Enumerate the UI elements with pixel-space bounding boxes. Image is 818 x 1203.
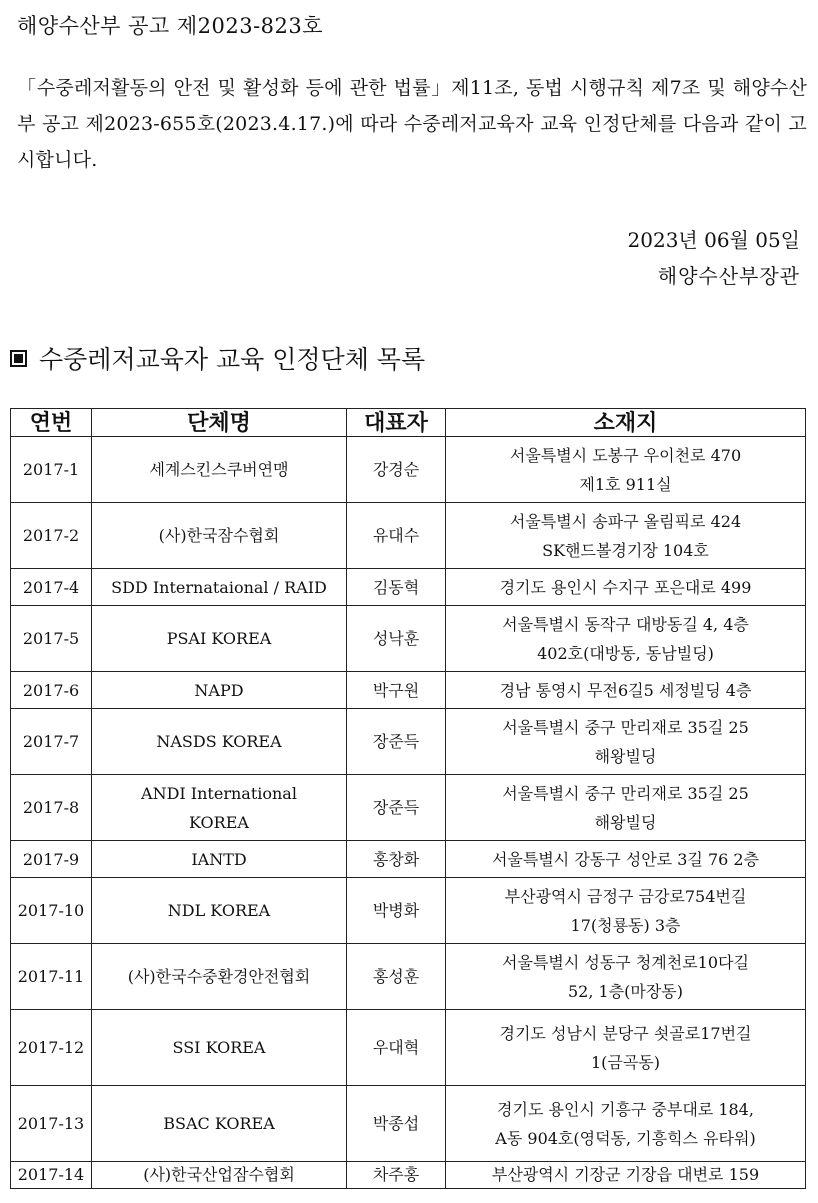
cell-no: 2017-4 (11, 569, 92, 606)
cell-address (446, 775, 806, 841)
address-line: SK핸드볼경기장 104호 (542, 540, 709, 560)
section-title (10, 340, 425, 376)
address-line: 서울특별시 강동구 성안로 3길 76 2층 (491, 849, 760, 869)
table-row (11, 1086, 806, 1162)
filled-square-icon (10, 350, 27, 367)
cell-no: 2017-8 (11, 775, 92, 841)
address-line: 서울특별시 송파구 올림픽로 424 (509, 511, 742, 531)
organization-table (10, 408, 806, 1189)
cell-address (446, 944, 806, 1010)
cell-address (446, 1010, 806, 1086)
name-line: SSI KOREA (172, 1038, 266, 1057)
address-line: 서울특별시 중구 만리재로 35길 25 (502, 783, 749, 803)
address-line: 경기도 용인시 기흥구 중부대로 184, (497, 1099, 754, 1119)
name-line: (사)한국수중환경안전협회 (127, 967, 311, 986)
table-row (11, 709, 806, 775)
name-line: BSAC KOREA (163, 1114, 275, 1133)
notice-date: 2023년 06월 05일 (627, 228, 800, 252)
section-title-text: 수중레저교육자 교육 인정단체 목록 (39, 345, 426, 374)
cell-name (92, 944, 347, 1010)
address-line: 52, 1층(마장동) (567, 981, 684, 1001)
cell-no: 2017-1 (11, 437, 92, 503)
address-line: 경기도 성남시 분당구 쇳골로17번길 (499, 1023, 752, 1043)
name-line: 세계스킨스쿠버연맹 (149, 460, 289, 479)
cell-name (92, 437, 347, 503)
cell-no: 2017-13 (11, 1086, 92, 1162)
table-row (11, 503, 806, 569)
cell-rep: 박구원 (347, 672, 446, 709)
table-row (11, 841, 806, 878)
cell-address (446, 606, 806, 672)
table-row (11, 437, 806, 503)
name-line: NDL KOREA (167, 901, 271, 920)
name-line: ANDI International (141, 783, 297, 803)
cell-no: 2017-2 (11, 503, 92, 569)
address-line: 서울특별시 성동구 청계천로10다길 (502, 952, 749, 972)
cell-name (92, 1086, 347, 1162)
header-rep: 대표자 (347, 409, 446, 437)
cell-address (446, 878, 806, 944)
cell-no: 2017-7 (11, 709, 92, 775)
address-line: 제1호 911실 (579, 474, 672, 494)
cell-rep: 김동혁 (347, 569, 446, 606)
cell-no: 2017-9 (11, 841, 92, 878)
name-line: SDD Internataional / RAID (111, 577, 327, 597)
cell-no: 2017-5 (11, 606, 92, 672)
address-line: 서울특별시 중구 만리재로 35길 25 (502, 717, 749, 737)
address-line: 서울특별시 도봉구 우이천로 470 (509, 445, 742, 465)
cell-name (92, 503, 347, 569)
cell-rep: 차주홍 (347, 1162, 446, 1189)
cell-name (92, 1010, 347, 1086)
cell-rep: 박병화 (347, 878, 446, 944)
cell-address (446, 1162, 806, 1189)
table-row (11, 569, 806, 606)
cell-rep: 박종섭 (347, 1086, 446, 1162)
address-line: 경기도 용인시 수지구 포은대로 499 (499, 577, 752, 597)
header-address: 소재지 (446, 409, 806, 437)
address-line: 해왕빌딩 (594, 746, 657, 766)
cell-name (92, 878, 347, 944)
cell-name (92, 841, 347, 878)
header-no: 연번 (11, 409, 92, 437)
table-header-row (11, 409, 806, 437)
cell-name (92, 672, 347, 709)
name-line: NAPD (194, 680, 244, 700)
notice-number: 해양수산부 공고 제2023-823호 (17, 14, 324, 38)
cell-no: 2017-10 (11, 878, 92, 944)
table-row (11, 606, 806, 672)
cell-address (446, 1086, 806, 1162)
address-line: 서울특별시 동작구 대방동길 4, 4층 (502, 614, 749, 634)
address-line: 1(금곡동) (590, 1052, 661, 1072)
table-row (11, 944, 806, 1010)
address-line: 17(청룡동) 3층 (570, 915, 681, 935)
address-line: 해왕빌딩 (594, 812, 657, 832)
cell-no: 2017-11 (11, 944, 92, 1010)
cell-name (92, 569, 347, 606)
cell-rep: 유대수 (347, 503, 446, 569)
cell-rep: 성낙훈 (347, 606, 446, 672)
cell-name (92, 606, 347, 672)
table-row (11, 1162, 806, 1189)
cell-rep: 홍성훈 (347, 944, 446, 1010)
cell-rep: 장준득 (347, 709, 446, 775)
name-line: (사)한국잠수협회 (158, 526, 280, 545)
cell-address (446, 709, 806, 775)
cell-rep: 우대혁 (347, 1010, 446, 1086)
cell-rep: 홍창화 (347, 841, 446, 878)
cell-name (92, 709, 347, 775)
address-line: 부산광역시 기장군 기장읍 대변로 159 (491, 1165, 760, 1184)
name-line: NASDS KOREA (156, 732, 282, 751)
address-line: 경남 통영시 무전6길5 세정빌딩 4층 (499, 680, 752, 700)
cell-address (446, 841, 806, 878)
name-line: PSAI KOREA (166, 629, 272, 648)
cell-rep: 장준득 (347, 775, 446, 841)
header-name: 단체명 (92, 409, 347, 437)
cell-name (92, 775, 347, 841)
name-line: (사)한국산업잠수협회 (143, 1165, 295, 1184)
table-row (11, 878, 806, 944)
table-row (11, 1010, 806, 1086)
cell-address (446, 569, 806, 606)
table-row (11, 775, 806, 841)
table-row (11, 672, 806, 709)
address-line: A동 904호(영덕동, 기흥힉스 유타워) (495, 1128, 756, 1148)
cell-address (446, 672, 806, 709)
cell-address (446, 437, 806, 503)
notice-intro: 「수중레저활동의 안전 및 활성화 등에 관한 법률」제11조, 동법 시행규칙 제7조 및 해양수산부 공고 제2023-655호(2023.4.17.)에 따라 수중레저교육자 교육 인정단체를 다음과 같이 고시합니다. (17, 77, 807, 171)
cell-address (446, 503, 806, 569)
cell-no: 2017-6 (11, 672, 92, 709)
address-line: 402호(대방동, 동남빌딩) (537, 643, 714, 663)
notice-issuer: 해양수산부장관 (657, 264, 800, 288)
cell-rep: 강경순 (347, 437, 446, 503)
address-line: 부산광역시 금정구 금강로754번길 (504, 886, 747, 906)
name-line: IANTD (191, 849, 247, 869)
name-line: KOREA (189, 812, 249, 832)
cell-no: 2017-14 (11, 1162, 92, 1189)
cell-no: 2017-12 (11, 1010, 92, 1086)
cell-name (92, 1162, 347, 1189)
